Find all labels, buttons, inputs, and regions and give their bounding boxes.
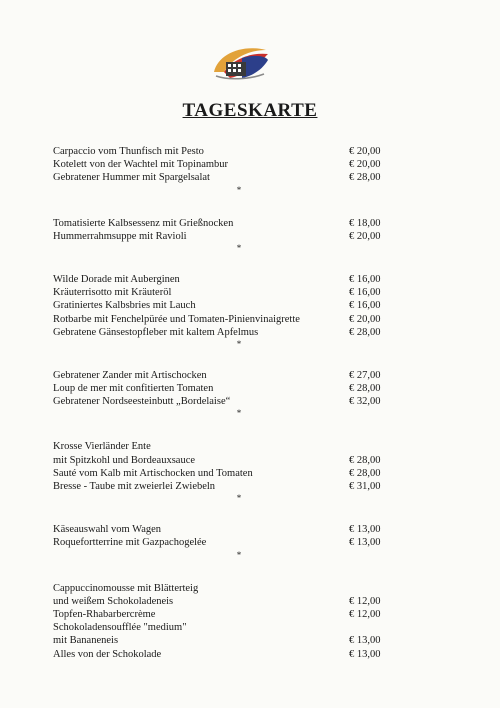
dish-price: € 13,00 — [349, 635, 381, 647]
menu-section — [53, 273, 385, 349]
menu-item — [53, 158, 385, 171]
dish-name: Loup de mer mit confitierten Tomaten — [53, 383, 214, 395]
menu-item — [53, 326, 385, 339]
dish-price: € 12,00 — [349, 608, 381, 620]
dish-price — [349, 621, 385, 634]
dish-price: € 12,00 — [349, 595, 381, 607]
section-separator: * — [236, 338, 242, 349]
dish-name: Gebratener Nordseesteinbutt „Bordelaise“ — [53, 396, 231, 408]
dish-price: € 27,00 — [349, 369, 381, 381]
menu-item — [53, 523, 385, 536]
menu-item — [53, 582, 385, 595]
dish-price: € 16,00 — [349, 287, 381, 299]
dish-name: Tomatisierte Kalbsessenz mit Grießnocken — [53, 217, 234, 229]
menu-item — [53, 480, 385, 493]
dish-price: € 28,00 — [349, 467, 381, 479]
dish-name: Käseauswahl vom Wagen — [53, 524, 162, 536]
dish-name: Wilde Dorade mit Auberginen — [53, 273, 180, 285]
dish-price: € 31,00 — [349, 481, 381, 492]
dish-name: Gebratener Hummer mit Spargelsalat — [53, 172, 210, 184]
menu-item — [53, 145, 385, 158]
dish-price: € 20,00 — [349, 313, 381, 325]
dish-name: und weißem Schokoladeneis — [53, 595, 174, 607]
dish-price: € 20,00 — [349, 230, 381, 242]
menu-item — [53, 395, 385, 408]
restaurant-logo — [208, 42, 270, 82]
dish-name: Carpaccio vom Thunfisch mit Pesto — [53, 146, 204, 157]
dish-price: € 13,00 — [349, 537, 381, 549]
menu-section — [53, 523, 385, 559]
menu-item — [53, 369, 385, 382]
dish-price: € 13,00 — [349, 648, 381, 660]
dish-price: € 13,00 — [349, 524, 381, 536]
menu-item — [53, 595, 385, 608]
menu-item — [53, 171, 385, 184]
dish-name: Topfen-Rhabarbercrème — [53, 608, 156, 620]
dish-name: Cappuccinomousse mit Blätterteig — [53, 582, 199, 594]
dish-name: Rotbarbe mit Fenchelpürée und Tomaten-Pinienvinaigrette — [53, 313, 300, 325]
menu-item — [53, 634, 385, 647]
dish-price: € 28,00 — [349, 383, 381, 395]
section-separator: * — [236, 493, 242, 504]
dish-name: Gratiniertes Kalbsbries mit Lauch — [53, 300, 196, 312]
dish-price: € 28,00 — [349, 326, 381, 338]
page-title: TAGESKARTE — [182, 100, 318, 121]
dish-name: Gebratene Gänsestopfleber mit kaltem Apfelmus — [53, 326, 259, 338]
dish-name: Kräuterrisotto mit Kräuteröl — [53, 287, 172, 299]
menu-section — [53, 145, 385, 195]
menu-item — [53, 313, 385, 326]
menu-item — [53, 608, 385, 621]
dish-name: Roquefortterrine mit Gazpachogelée — [53, 537, 207, 549]
menu-item — [53, 217, 385, 230]
dish-price: € 16,00 — [349, 300, 381, 312]
dish-name: Gebratener Zander mit Artischocken — [53, 369, 207, 381]
menu-item — [53, 299, 385, 312]
menu-list — [53, 145, 385, 661]
dish-price: € 28,00 — [349, 454, 381, 466]
dish-price — [349, 440, 385, 453]
menu-item — [53, 648, 385, 661]
dish-name: mit Bananeneis — [53, 635, 119, 647]
section-separator: * — [236, 242, 242, 253]
menu-item — [53, 273, 385, 286]
dish-price: € 20,00 — [349, 159, 381, 171]
section-separator: * — [236, 549, 242, 560]
dish-price: € 16,00 — [349, 273, 381, 285]
menu-section — [53, 440, 385, 503]
section-separator: * — [236, 184, 242, 195]
menu-item — [53, 621, 385, 634]
dish-name: Sauté vom Kalb mit Artischocken und Tomaten — [53, 467, 253, 479]
section-separator: * — [236, 408, 242, 419]
dish-name: Hummerrahmsuppe mit Ravioli — [53, 230, 187, 242]
dish-price: € 32,00 — [349, 396, 381, 408]
menu-item — [53, 467, 385, 480]
dish-name: Schokoladensoufflée "medium" — [53, 622, 187, 634]
dish-price: € 18,00 — [349, 217, 381, 229]
dish-name: Alles von der Schokolade — [53, 648, 162, 660]
dish-price — [349, 582, 385, 595]
menu-section — [53, 217, 385, 253]
menu-section — [53, 582, 385, 661]
dish-price: € 20,00 — [349, 146, 381, 157]
menu-item — [53, 454, 385, 467]
dish-price: € 28,00 — [349, 172, 381, 184]
dish-name: mit Spitzkohl und Bordeauxsauce — [53, 454, 196, 466]
menu-section — [53, 369, 385, 419]
dish-name: Bresse - Taube mit zweierlei Zwiebeln — [53, 481, 216, 492]
menu-item — [53, 382, 385, 395]
menu-item — [53, 536, 385, 549]
dish-name: Kotelett von der Wachtel mit Topinambur — [53, 159, 229, 171]
menu-item — [53, 230, 385, 243]
menu-item — [53, 440, 385, 453]
dish-name: Krosse Vierländer Ente — [53, 441, 151, 453]
menu-item — [53, 286, 385, 299]
